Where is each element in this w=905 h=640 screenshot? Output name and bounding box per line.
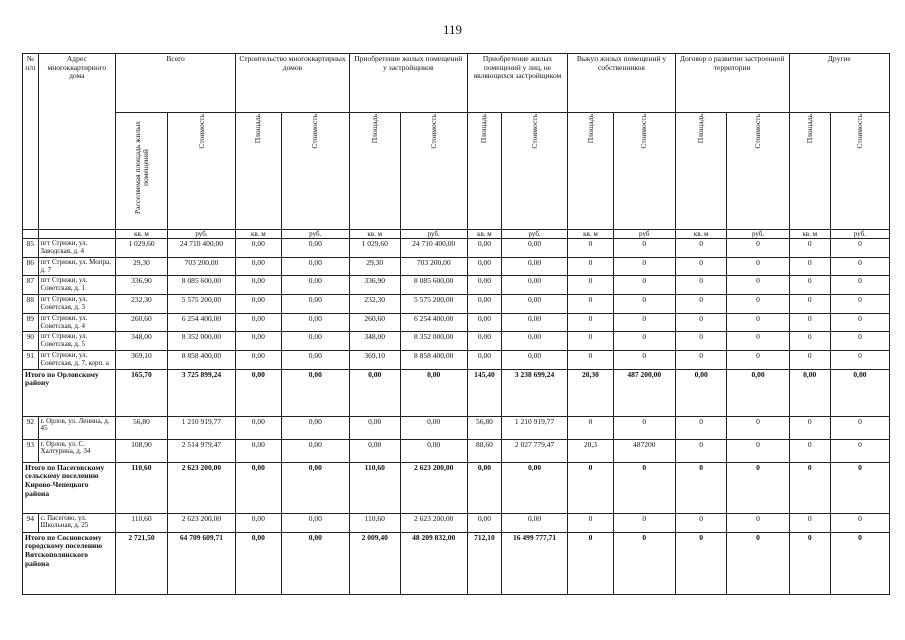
total-value-cell: 0,00 bbox=[830, 369, 889, 416]
value-cell: 0 bbox=[789, 513, 830, 532]
value-cell: 369,10 bbox=[349, 350, 400, 369]
value-cell: 0 bbox=[830, 350, 889, 369]
resettlement-table bbox=[22, 53, 890, 595]
total-value-cell: 0 bbox=[568, 462, 614, 513]
value-cell: 0,00 bbox=[281, 313, 349, 332]
units-row bbox=[23, 230, 890, 239]
total-row-pasegov bbox=[23, 462, 890, 513]
value-cell: 0 bbox=[789, 313, 830, 332]
row-index: 88 bbox=[23, 295, 39, 314]
total-value-cell: 0,00 bbox=[281, 369, 349, 416]
value-cell: 0 bbox=[830, 513, 889, 532]
total-value-cell: 487 200,00 bbox=[613, 369, 675, 416]
value-cell: 0 bbox=[613, 332, 675, 351]
total-value-cell: 0,00 bbox=[236, 462, 282, 513]
subheader-cost: Стоимость bbox=[400, 113, 467, 230]
value-cell: 0 bbox=[727, 332, 789, 351]
value-cell: 0 bbox=[727, 295, 789, 314]
subheader-cost: Стоимость bbox=[613, 113, 675, 230]
total-value-cell: 0,00 bbox=[467, 462, 501, 513]
subheader-cost: Стоимость bbox=[727, 113, 789, 230]
page-number: 119 bbox=[442, 22, 463, 37]
value-cell: 0 bbox=[727, 513, 789, 532]
value-cell: 232,30 bbox=[116, 295, 168, 314]
total-value-cell: 0 bbox=[830, 462, 889, 513]
unit-cell: кв. м bbox=[675, 230, 727, 239]
value-cell: 336,90 bbox=[349, 276, 400, 295]
value-cell: 0,00 bbox=[236, 257, 282, 276]
value-cell: 0 bbox=[675, 276, 727, 295]
total-value-cell: 64 709 609,71 bbox=[167, 532, 235, 594]
value-cell: 703 200,00 bbox=[400, 257, 467, 276]
value-cell: 0 bbox=[568, 350, 614, 369]
value-cell: 0,00 bbox=[236, 350, 282, 369]
value-cell: 0 bbox=[675, 332, 727, 351]
value-cell: 0 bbox=[789, 276, 830, 295]
subheader-cost: Стоимость bbox=[830, 113, 889, 230]
value-cell: 29,30 bbox=[116, 257, 168, 276]
units-empty-cell bbox=[38, 230, 116, 239]
value-cell: 0,00 bbox=[501, 257, 567, 276]
value-cell: 0 bbox=[675, 416, 727, 439]
table-row bbox=[23, 350, 890, 369]
total-value-cell: 3 725 899,24 bbox=[167, 369, 235, 416]
value-cell: 336,90 bbox=[116, 276, 168, 295]
value-cell: 1 029,60 bbox=[116, 239, 168, 258]
total-value-cell: 0 bbox=[675, 532, 727, 594]
total-value-cell: 2 009,40 bbox=[349, 532, 400, 594]
value-cell: 0 bbox=[830, 439, 889, 462]
value-cell: 0 bbox=[568, 257, 614, 276]
value-cell: 0 bbox=[675, 439, 727, 462]
value-cell: 348,00 bbox=[116, 332, 168, 351]
value-cell: 1 210 919,77 bbox=[501, 416, 567, 439]
total-value-cell: 20,30 bbox=[568, 369, 614, 416]
value-cell: 0 bbox=[727, 239, 789, 258]
subheader-cost: Стоимость bbox=[281, 113, 349, 230]
subheader-area: Площадь bbox=[675, 113, 727, 230]
value-cell: 0 bbox=[613, 276, 675, 295]
unit-cell: руб bbox=[613, 230, 675, 239]
total-value-cell: 3 238 699,24 bbox=[501, 369, 567, 416]
total-value-cell: 0 bbox=[675, 462, 727, 513]
total-value-cell: 0,00 bbox=[236, 532, 282, 594]
total-value-cell: 0,00 bbox=[501, 462, 567, 513]
value-cell: 0 bbox=[568, 416, 614, 439]
value-cell: 0,00 bbox=[236, 513, 282, 532]
subheader-cost: Стоимость bbox=[501, 113, 567, 230]
total-row-orlov bbox=[23, 369, 890, 416]
value-cell: 0 bbox=[675, 313, 727, 332]
row-address: г. Орлов, ул. Ленина, д. 45 bbox=[38, 416, 116, 439]
row-address: пгт Стрижи, ул. Мопра, д. 7 bbox=[38, 257, 116, 276]
value-cell: 232,30 bbox=[349, 295, 400, 314]
value-cell: 5 575 200,00 bbox=[400, 295, 467, 314]
value-cell: 0 bbox=[568, 276, 614, 295]
row-index: 87 bbox=[23, 276, 39, 295]
total-value-cell: 16 499 777,71 bbox=[501, 532, 567, 594]
value-cell: 0,00 bbox=[236, 332, 282, 351]
value-cell: 0,00 bbox=[467, 350, 501, 369]
subheader-area: Площадь bbox=[568, 113, 614, 230]
total-value-cell: 0,00 bbox=[281, 462, 349, 513]
value-cell: 0 bbox=[613, 295, 675, 314]
table-row bbox=[23, 332, 890, 351]
unit-cell: руб. bbox=[400, 230, 467, 239]
value-cell: 8 858 400,00 bbox=[167, 350, 235, 369]
unit-cell: руб. bbox=[501, 230, 567, 239]
row-index: 91 bbox=[23, 350, 39, 369]
value-cell: 6 254 400,00 bbox=[400, 313, 467, 332]
table-row bbox=[23, 257, 890, 276]
unit-cell: руб. bbox=[281, 230, 349, 239]
row-index: 86 bbox=[23, 257, 39, 276]
value-cell: 0 bbox=[789, 439, 830, 462]
value-cell: 8 352 000,00 bbox=[400, 332, 467, 351]
total-value-cell: 0,00 bbox=[281, 532, 349, 594]
value-cell: 0,00 bbox=[236, 313, 282, 332]
row-address: с. Пасегово, ул. Школьная, д. 25 bbox=[38, 513, 116, 532]
total-value-cell: 0,00 bbox=[349, 369, 400, 416]
value-cell: 369,10 bbox=[116, 350, 168, 369]
value-cell: 0,00 bbox=[501, 332, 567, 351]
value-cell: 0 bbox=[568, 295, 614, 314]
value-cell: 0 bbox=[727, 350, 789, 369]
value-cell: 0,00 bbox=[467, 313, 501, 332]
header-index: № п/п bbox=[23, 54, 39, 230]
value-cell: 0 bbox=[675, 350, 727, 369]
value-cell: 110,60 bbox=[349, 513, 400, 532]
total-value-cell: 2 721,50 bbox=[116, 532, 168, 594]
value-cell: 2 623 200,00 bbox=[400, 513, 467, 532]
value-cell: 0,00 bbox=[400, 416, 467, 439]
total-value-cell: 48 209 832,00 bbox=[400, 532, 467, 594]
header-purchase-non-developers: Приобретение жилых помещений у лиц, не являющихся застройщиком bbox=[467, 54, 567, 113]
value-cell: 0,00 bbox=[236, 416, 282, 439]
value-cell: 8 352 000,00 bbox=[167, 332, 235, 351]
table-row bbox=[23, 313, 890, 332]
value-cell: 0 bbox=[789, 239, 830, 258]
row-address: пгт Стрижи, ул. Советская, д. 3 bbox=[38, 295, 116, 314]
total-value-cell: 0,00 bbox=[675, 369, 727, 416]
value-cell: 0 bbox=[789, 295, 830, 314]
total-value-cell: 0 bbox=[727, 532, 789, 594]
row-index: 90 bbox=[23, 332, 39, 351]
value-cell: 0,00 bbox=[236, 276, 282, 295]
value-cell: 0,00 bbox=[501, 276, 567, 295]
value-cell: 0 bbox=[830, 295, 889, 314]
table-row bbox=[23, 239, 890, 258]
value-cell: 56,80 bbox=[467, 416, 501, 439]
value-cell: 2 623 200,00 bbox=[167, 513, 235, 532]
value-cell: 0 bbox=[613, 257, 675, 276]
value-cell: 0 bbox=[675, 295, 727, 314]
header-other: Другие bbox=[789, 54, 889, 113]
row-index: 85 bbox=[23, 239, 39, 258]
subheader-resettled-area: Расселяемая площадь жилых помещений bbox=[116, 113, 168, 230]
total-value-cell: 0 bbox=[789, 462, 830, 513]
total-value-cell: 0 bbox=[830, 532, 889, 594]
header-total: Всего bbox=[116, 54, 236, 113]
value-cell: 0,00 bbox=[281, 295, 349, 314]
total-value-cell: 2 623 200,00 bbox=[400, 462, 467, 513]
value-cell: 0,00 bbox=[467, 257, 501, 276]
header-buyout-owners: Выкуп жилых помещений у собственников bbox=[568, 54, 676, 113]
row-address: пгт Стрижи, ул. Советская, д. 5 bbox=[38, 332, 116, 351]
header-purchase-developers: Приобретение жилых помещений у застройщиков bbox=[349, 54, 467, 113]
row-address: пгт Стрижи, ул. Советская, д. 7, корп. а bbox=[38, 350, 116, 369]
header-subcolumn-row bbox=[23, 113, 890, 230]
total-value-cell: 0 bbox=[727, 462, 789, 513]
value-cell: 0 bbox=[675, 239, 727, 258]
value-cell: 0 bbox=[568, 239, 614, 258]
total-value-cell: 0,00 bbox=[400, 369, 467, 416]
total-value-cell: 712,10 bbox=[467, 532, 501, 594]
value-cell: 0 bbox=[830, 257, 889, 276]
unit-cell: руб. bbox=[830, 230, 889, 239]
subheader-area: Площадь bbox=[467, 113, 501, 230]
value-cell: 0 bbox=[613, 513, 675, 532]
value-cell: 0,00 bbox=[349, 439, 400, 462]
value-cell: 0 bbox=[613, 313, 675, 332]
table-row bbox=[23, 513, 890, 532]
total-value-cell: 0 bbox=[568, 532, 614, 594]
header-address: Адрес многоквартирного дома bbox=[38, 54, 116, 230]
value-cell: 487200 bbox=[613, 439, 675, 462]
subheader-cost: Стоимость bbox=[167, 113, 235, 230]
value-cell: 8 085 600,00 bbox=[400, 276, 467, 295]
value-cell: 0 bbox=[830, 313, 889, 332]
value-cell: 0,00 bbox=[281, 257, 349, 276]
subheader-area: Площадь bbox=[349, 113, 400, 230]
unit-cell: кв. м bbox=[236, 230, 282, 239]
row-index: 94 bbox=[23, 513, 39, 532]
unit-cell: руб. bbox=[167, 230, 235, 239]
subheader-area: Площадь bbox=[789, 113, 830, 230]
value-cell: 0,00 bbox=[236, 439, 282, 462]
value-cell: 0,00 bbox=[349, 416, 400, 439]
total-value-cell: 110,60 bbox=[116, 462, 168, 513]
total-value-cell: 0 bbox=[613, 462, 675, 513]
total-value-cell: 145,40 bbox=[467, 369, 501, 416]
value-cell: 6 254 400,00 bbox=[167, 313, 235, 332]
row-address: пгт Стрижи, ул. Советская, д. 1 bbox=[38, 276, 116, 295]
unit-cell: кв. м bbox=[467, 230, 501, 239]
value-cell: 0,00 bbox=[400, 439, 467, 462]
value-cell: 0,00 bbox=[281, 239, 349, 258]
table-row bbox=[23, 439, 890, 462]
value-cell: 0,00 bbox=[236, 239, 282, 258]
unit-cell: кв. м bbox=[349, 230, 400, 239]
value-cell: 2 514 979,47 bbox=[167, 439, 235, 462]
units-empty-cell bbox=[23, 230, 39, 239]
value-cell: 108,90 bbox=[116, 439, 168, 462]
total-row-sosnov bbox=[23, 532, 890, 594]
total-label: Итого по Сосновскому городскому поселению Вятскополянского района bbox=[23, 532, 116, 594]
value-cell: 0,00 bbox=[281, 350, 349, 369]
value-cell: 8 858 400,00 bbox=[400, 350, 467, 369]
value-cell: 0 bbox=[789, 350, 830, 369]
value-cell: 5 575 200,00 bbox=[167, 295, 235, 314]
total-label: Итого по Орловскому району bbox=[23, 369, 116, 416]
value-cell: 0 bbox=[568, 332, 614, 351]
value-cell: 0 bbox=[789, 257, 830, 276]
value-cell: 0 bbox=[727, 439, 789, 462]
value-cell: 260,60 bbox=[349, 313, 400, 332]
total-value-cell: 0 bbox=[613, 532, 675, 594]
row-address: пгт Стрижи, ул. Советская, д. 4 bbox=[38, 313, 116, 332]
value-cell: 0,00 bbox=[281, 276, 349, 295]
row-index: 92 bbox=[23, 416, 39, 439]
total-label: Итого по Пасеговскому сельскому поселению Кирово-Чепецкого района bbox=[23, 462, 116, 513]
value-cell: 0 bbox=[568, 513, 614, 532]
subheader-area: Площадь bbox=[236, 113, 282, 230]
unit-cell: кв. м bbox=[116, 230, 168, 239]
value-cell: 110,60 bbox=[116, 513, 168, 532]
total-value-cell: 0,00 bbox=[236, 369, 282, 416]
value-cell: 0,00 bbox=[501, 513, 567, 532]
value-cell: 0 bbox=[830, 239, 889, 258]
value-cell: 0,00 bbox=[281, 439, 349, 462]
total-value-cell: 2 623 200,00 bbox=[167, 462, 235, 513]
value-cell: 0 bbox=[675, 257, 727, 276]
value-cell: 0,00 bbox=[501, 350, 567, 369]
value-cell: 20,3 bbox=[568, 439, 614, 462]
value-cell: 0 bbox=[830, 332, 889, 351]
value-cell: 0,00 bbox=[501, 239, 567, 258]
value-cell: 0,00 bbox=[236, 295, 282, 314]
total-value-cell: 0,00 bbox=[727, 369, 789, 416]
value-cell: 0,00 bbox=[467, 239, 501, 258]
value-cell: 0,00 bbox=[501, 313, 567, 332]
value-cell: 0,00 bbox=[501, 295, 567, 314]
value-cell: 56,80 bbox=[116, 416, 168, 439]
value-cell: 0 bbox=[727, 416, 789, 439]
value-cell: 1 029,60 bbox=[349, 239, 400, 258]
header-construction: Строительство многоквартирных домов bbox=[236, 54, 350, 113]
row-index: 89 bbox=[23, 313, 39, 332]
value-cell: 0,00 bbox=[467, 295, 501, 314]
value-cell: 24 710 400,00 bbox=[400, 239, 467, 258]
value-cell: 0,00 bbox=[467, 276, 501, 295]
total-value-cell: 0 bbox=[789, 532, 830, 594]
unit-cell: кв. м bbox=[568, 230, 614, 239]
value-cell: 0,00 bbox=[281, 513, 349, 532]
value-cell: 2 027 779,47 bbox=[501, 439, 567, 462]
header-group-row bbox=[23, 54, 890, 113]
value-cell: 0 bbox=[675, 513, 727, 532]
unit-cell: руб. bbox=[727, 230, 789, 239]
table-row bbox=[23, 416, 890, 439]
value-cell: 0 bbox=[613, 350, 675, 369]
value-cell: 0 bbox=[789, 332, 830, 351]
row-index: 93 bbox=[23, 439, 39, 462]
value-cell: 0 bbox=[830, 416, 889, 439]
value-cell: 0 bbox=[727, 257, 789, 276]
value-cell: 0 bbox=[613, 239, 675, 258]
value-cell: 8 085 600,00 bbox=[167, 276, 235, 295]
value-cell: 0,00 bbox=[467, 513, 501, 532]
value-cell: 1 210 919,77 bbox=[167, 416, 235, 439]
value-cell: 0 bbox=[830, 276, 889, 295]
value-cell: 0 bbox=[789, 416, 830, 439]
row-address: пгт Стрижи, ул. Заводская, д. 4 bbox=[38, 239, 116, 258]
row-address: г. Орлов, ул. С. Халтурина, д. 34 bbox=[38, 439, 116, 462]
value-cell: 0 bbox=[613, 416, 675, 439]
table-row bbox=[23, 276, 890, 295]
header-territory-development: Договор о развитии застроенной территории bbox=[675, 54, 789, 113]
unit-cell: кв. м bbox=[789, 230, 830, 239]
value-cell: 703 200,00 bbox=[167, 257, 235, 276]
value-cell: 88,60 bbox=[467, 439, 501, 462]
value-cell: 29,30 bbox=[349, 257, 400, 276]
value-cell: 0 bbox=[568, 313, 614, 332]
total-value-cell: 0,00 bbox=[789, 369, 830, 416]
value-cell: 0 bbox=[727, 313, 789, 332]
value-cell: 260,60 bbox=[116, 313, 168, 332]
value-cell: 348,00 bbox=[349, 332, 400, 351]
value-cell: 0 bbox=[727, 276, 789, 295]
total-value-cell: 110,60 bbox=[349, 462, 400, 513]
value-cell: 24 710 400,00 bbox=[167, 239, 235, 258]
total-value-cell: 165,70 bbox=[116, 369, 168, 416]
value-cell: 0,00 bbox=[281, 416, 349, 439]
value-cell: 0,00 bbox=[281, 332, 349, 351]
value-cell: 0,00 bbox=[467, 332, 501, 351]
table-row bbox=[23, 295, 890, 314]
